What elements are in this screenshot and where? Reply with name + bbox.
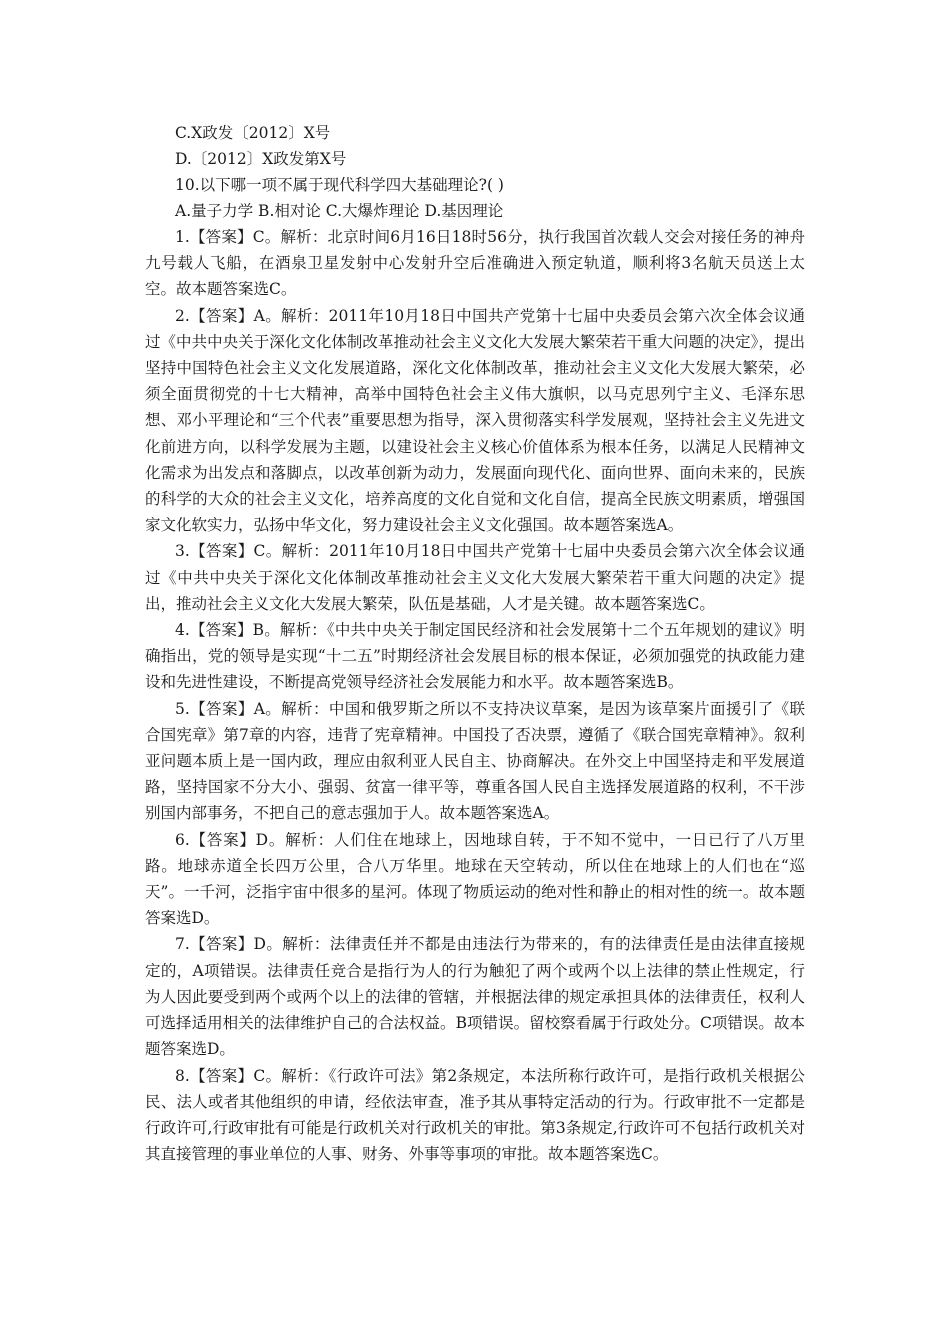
answer-1: 1.【答案】C。解析：北京时间6月16日18时56分，执行我国首次载人交会对接任务的神舟九号载人飞船，在酒泉卫星发射中心发射升空后准确进入预定轨道，顺利将3名航天员送上太空。故本题答案选C。 [145,228,805,299]
document-page [145,120,805,1167]
answer-8: 8.【答案】C。解析：《行政许可法》第2条规定，本法所称行政许可，是指行政机关根据公民、法人或者其他组织的申请，经依法审查，准予其从事特定活动的行为。行政审批不一定都是行政许可,行政审批有可能是行政机关对行政机关的审批。第3条规定,行政许可不包括行政机关对其直接管理的事业单位的人事、财务、外事等事项的审批。故本题答案选C。 [145,1066,805,1164]
answer-7: 7.【答案】D。解析：法律责任并不都是由违法行为带来的，有的法律责任是由法律直接规定的，A项错误。法律责任竞合是指行为人的行为触犯了两个或两个以上法律的禁止性规定，行为人因此要受到两个或两个以上的法律的管辖，并根据法律的规定承担具体的法律责任，权利人可选择适用相关的法律维护自己的合法权益。B项错误。留校察看属于行政处分。C项错误。故本题答案选D。 [145,935,805,1059]
answer-6: 6.【答案】D。解析：人们住在地球上，因地球自转，于不知不觉中，一日已行了八万里路。地球赤道全长四万公里，合八万华里。地球在天空转动，所以住在地球上的人们也在“巡天”。一千河，泛指宇宙中很多的星河。体现了物质运动的绝对性和静止的相对性的统一。故本题答案选D。 [145,830,805,928]
option-c: C.X政发〔2012〕X号 [175,124,331,142]
answer-3: 3.【答案】C。解析：2011年10月18日中国共产党第十七届中央委员会第六次全体会议通过《中共中央关于深化文化体制改革推动社会主义文化大发展大繁荣若干重大问题的决定》提出，推动社会主义文化大发展大繁荣，队伍是基础，人才是关键。故本题答案选C。 [145,542,805,613]
answer-5: 5.【答案】A。解析：中国和俄罗斯之所以不支持决议草案，是因为该草案片面援引了《联合国宪章》第7章的内容，违背了宪章精神。中国投了否决票，遵循了《联合国宪章精神》。叙利亚问题本质上是一国内政，理应由叙利亚人民自主、协商解决。在外交上中国坚持走和平发展道路，坚持国家不分大小、强弱、贫富一律平等，尊重各国人民自主选择发展道路的权利，不干涉别国内部事务，不把自己的意志强加于人。故本题答案选A。 [145,699,805,823]
question-10-options: A.量子力学 B.相对论 C.大爆炸理论 D.基因理论 [175,202,504,220]
question-10: 10.以下哪一项不属于现代科学四大基础理论?( ) [175,176,504,194]
answer-2: 2.【答案】A。解析：2011年10月18日中国共产党第十七届中央委员会第六次全体会议通过《中共中央关于深化文化体制改革推动社会主义文化大发展大繁荣若干重大问题的决定》，提出坚持中国特色社会主义文化发展道路，深化文化体制改革，推动社会主义文化大发展大繁荣，必须全面贯彻党的十七大精神，高举中国特色社会主义伟大旗帜，以马克思列宁主义、毛泽东思想、邓小平理论和“三个代表”重要思想为指导，深入贯彻落实科学发展观，坚持社会主义先进文化前进方向，以科学发展为主题，以建设社会主义核心价值体系为根本任务，以满足人民精神文化需求为出发点和落脚点，以改革创新为动力，发展面向现代化、面向世界、面向未来的，民族的科学的大众的社会主义文化，培养高度的文化自觉和文化自信，提高全民族文明素质，增强国家文化软实力，弘扬中华文化，努力建设社会主义文化强国。故本题答案选A。 [145,306,805,535]
option-d: D.〔2012〕X政发第X号 [175,150,347,168]
answer-4: 4.【答案】B。解析：《中共中央关于制定国民经济和社会发展第十二个五年规划的建议》明确指出，党的领导是实现“十二五”时期经济社会发展目标的根本保证，必须加强党的执政能力建设和先进性建设，不断提高党领导经济社会发展能力和水平。故本题答案选B。 [145,621,805,692]
